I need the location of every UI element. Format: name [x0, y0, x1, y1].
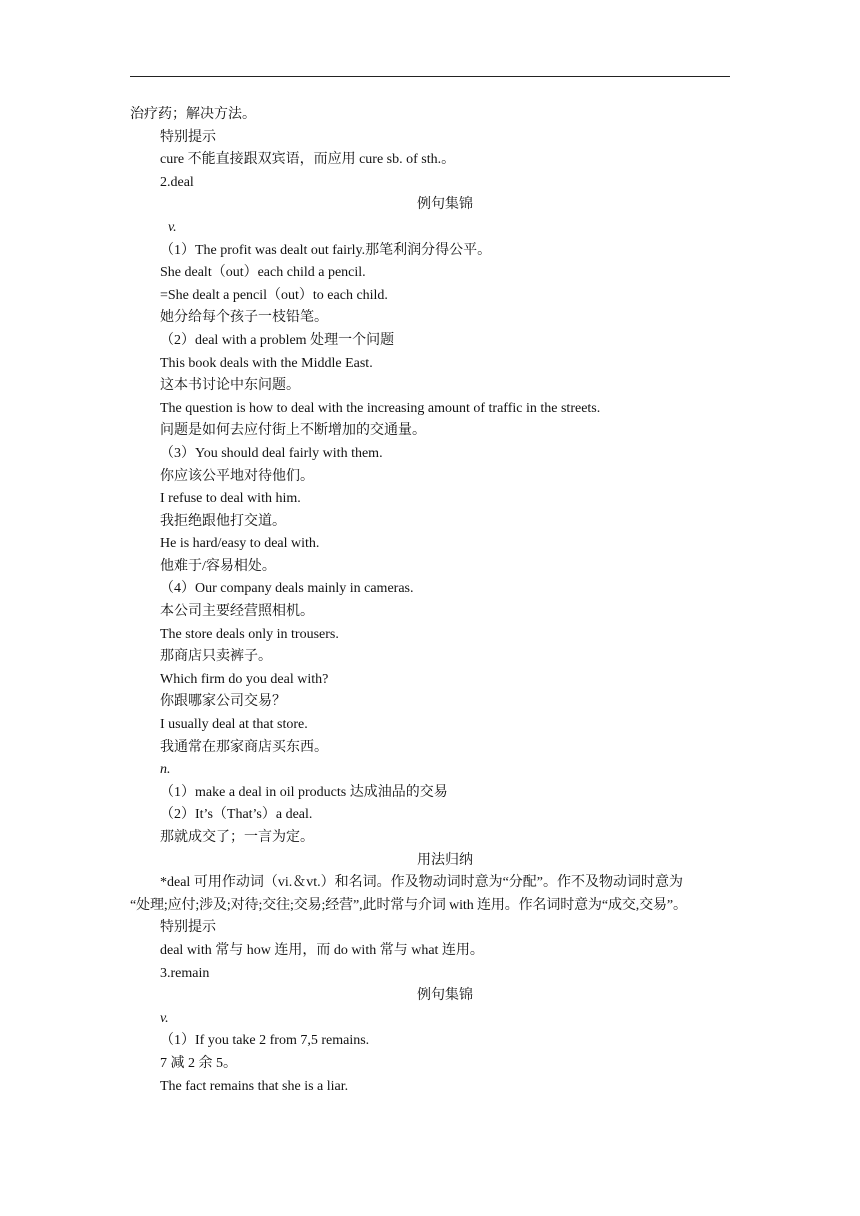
text-line: （4）Our company deals mainly in cameras. [160, 581, 414, 597]
text-line: The fact remains that she is a liar. [160, 1078, 349, 1094]
text-line: 特别提示 [160, 920, 216, 936]
text-line: He is hard/easy to deal with. [160, 536, 320, 552]
text-line: n. [160, 762, 171, 778]
text-line: 你跟哪家公司交易？ [160, 694, 286, 710]
text-line: The question is how to deal with the increasing amount of traffic in the streets. [160, 400, 601, 416]
section-heading: 例句集锦 [417, 197, 473, 213]
text-line: （3）You should deal fairly with them. [160, 445, 383, 461]
text-line: 7 减 2 余 5。 [160, 1055, 237, 1071]
text-line: I refuse to deal with him. [160, 491, 301, 507]
text-line: （1）The profit was dealt out fairly.那笔利润分得公平。 [160, 242, 492, 258]
text-line: cure 不能直接跟双宾语，而应用 cure sb. of sth.。 [160, 152, 456, 168]
text-line: 3.remain [160, 965, 210, 981]
text-line: 2.deal [160, 174, 194, 190]
text-line: 他难于/容易相处。 [160, 558, 276, 574]
text-line: This book deals with the Middle East. [160, 355, 373, 371]
section-heading: 用法归纳 [417, 852, 473, 868]
text-line: 治疗药；解决方法。 [130, 107, 256, 122]
header-rule [130, 76, 730, 77]
text-line: 本公司主要经营照相机。 [160, 604, 314, 620]
text-line: 那商店只卖裤子。 [160, 649, 272, 665]
text-line: 我拒绝跟他打交道。 [160, 513, 286, 529]
text-line: （2）It’s（That’s）a deal. [160, 807, 313, 823]
text-line: 我通常在那家商店买东西。 [160, 739, 328, 755]
text-line: 她分给每个孩子一枝铅笔。 [160, 310, 328, 326]
text-line: （2）deal with a problem 处理一个问题 [160, 332, 395, 348]
text-line: =She dealt a pencil（out）to each child. [160, 287, 388, 303]
text-line: Which firm do you deal with? [160, 671, 329, 687]
text-line: 你应该公平地对待他们。 [160, 468, 314, 484]
document-body [130, 104, 730, 1098]
usage-line-1: *deal 可用作动词（vi.＆vt.）和名词。作及物动词时意为“分配”。作不及物动词时意为 [160, 875, 684, 891]
text-line: v. [160, 1010, 169, 1026]
usage-paragraph [130, 872, 730, 917]
text-line: I usually deal at that store. [160, 717, 308, 733]
text-block-a [130, 104, 730, 872]
section-heading: 例句集锦 [417, 988, 473, 1004]
text-line: 问题是如何去应付街上不断增加的交通量。 [160, 423, 426, 439]
text-line: deal with 常与 how 连用，而 do with 常与 what 连用。 [160, 942, 484, 958]
text-line: （1）make a deal in oil products 达成油品的交易 [160, 784, 448, 800]
text-block-b [130, 917, 730, 1098]
text-line: （1）If you take 2 from 7,5 remains. [160, 1033, 370, 1049]
text-line: 特别提示 [160, 129, 216, 145]
usage-line-2: “处理;应付;涉及;对待;交往;交易;经营”,此时常与介词 with 连用。作名词时意为“成交,交易”。 [130, 897, 687, 913]
text-line: 这本书讨论中东问题。 [160, 378, 300, 394]
text-line: 那就成交了；一言为定。 [160, 830, 314, 845]
text-line: v. [168, 219, 177, 235]
text-line: The store deals only in trousers. [160, 626, 339, 642]
text-line: She dealt（out）each child a pencil. [160, 265, 366, 281]
